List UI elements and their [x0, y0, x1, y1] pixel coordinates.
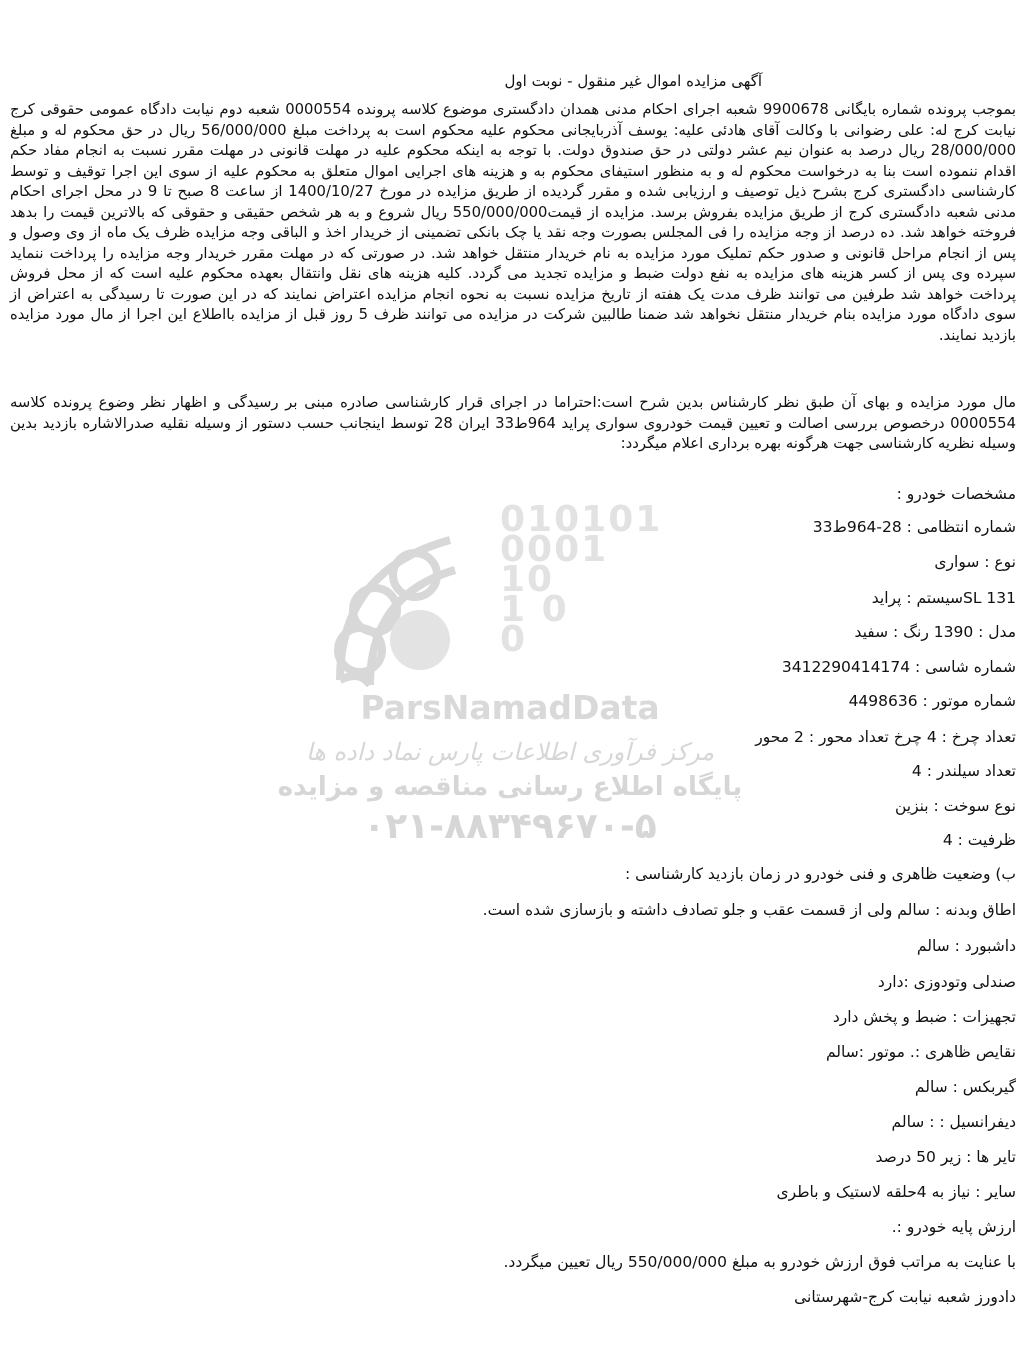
notice-title: آگهی مزایده اموال غیر منقول - نوبت اول [504, 72, 762, 90]
base-value-heading: ارزش پایه خودرو :. [891, 1218, 1016, 1236]
equipment-line: تجهیزات : ضبط و پخش دارد [832, 1008, 1016, 1026]
wheels-axles-line: تعداد چرخ : 4 چرخ تعداد محور : 2 محور [755, 728, 1016, 746]
paragraph-main: بموجب پرونده شماره بایگانی 9900678 شعبه اجرای احکام مدنی همدان دادگستری موضوع کلاسه پرونده 0000554 شعبه دوم نیابت دادگاه عمومی حقوقی کرج نیابت کرج له: علی رضوانی با وکالت آقای هادئی علیه: یوسف آذربایجانی محکوم علیه محکوم است به پرداخت مبلغ 56/000/000 ریال در حق محکوم له و مبلغ 28/000/000 ریال درصد به عنوان نیم عشر دولتی در حق صندوق دولت. با توجه به اینکه محکوم علیه در مهلت قانونی در مهلت مقرر نسبت به انجام مفاد حکم اقدام ننموده است بنا به درخواست محکوم له و به منظور استیفای محکوم به و هزینه های اجرایی اموال متعلق به محکوم علیه از سوی این اجرا توقیف و توسط کارشناسی دادگستری کرج بشرح ذیل توصیف و ارزیابی شده و مقرر گردیده از طریق مزایده در مورخ 1400/10/27 از ساعت 8 صبح تا 9 در محل اجرای احکام مدنی شعبه دادگستری کرج از طریق مزایده بفروش برسد. مزایده از قیمت550/000/000 ریال شروع و به هر شخص حقیقی و حقوقی که بالاترین قیمت را بدهد فروخته خواهد شد. ده درصد از وجه مزایده را فی المجلس بصورت وجه نقد یا چک بانکی تضمینی از خریدار اخذ و الباقی وجه مزایده ظرف یک ماه از وی وصول و پس از انجام مراحل قانونی و صدور حکم تملیک مورد مزایده به نام خریدار منتقل خواهد شد. در صورتی که در مهلت مقرر خریدار وجه مزایده را پرداخت ننماید سپرده وی پس از کسر هزینه های مزایده به نفع دولت ضبط و مزایده تجدید می گردد. کلیه هزینه های نقل وانتقال بعهده محکوم علیه است که از محل فروش پرداخت خواهد شد طرفین می توانند ظرف مدت یک هفته از تاریخ مزایده نسبت به نحوه انجام مزایده اعتراض نمایند که در این صورت تا رسیدگی به اعتراض از سوی دادگاه مورد مزایده بنام خریدار منتقل نخواهد شد ضمنا طالبین شرکت در مزایده می توانند ظرف 5 روز قبل از مزایده بااطلاع این اجرا از مال مورد مزایده بازدید نمایند. [10, 101, 1017, 344]
vehicle-spec-heading: مشخصات خودرو : [896, 485, 1016, 503]
capacity-line: ظرفیت : 4 [942, 831, 1016, 849]
watermark-digit-row: 0 [500, 619, 528, 660]
watermark-digits [500, 499, 700, 660]
other-needs-line: سایر : نیاز به 4حلقه لاستیک و باطری [776, 1183, 1016, 1201]
chassis-number-line: شماره شاسی : 3412290414174 [781, 658, 1016, 676]
watermark-digit-row: 10 [500, 559, 555, 600]
paragraph-expert: مال مورد مزایده و بهای آن طبق نظر کارشناس بدین شرح است:احتراما در اجرای قرار کارشناسی صادره مبنی بر رسیدگی و اظهار نظر وضوع پرونده کلاسه 0000554 درخصوص بررسی اصالت و تعیین قیمت خودروی سواری پراید 964ط33 ایران 28 توسط اینجانب حسب دستور از وسیله نقلیه صدرالاشاره بازدید بدین وسیله نظریه کارشناسی جهت هرگونه بهره برداری اعلام میگردد: [10, 394, 1017, 452]
watermark-line-1: مرکز فرآوری اطلاعات پارس نماد داده ها [305, 738, 715, 766]
gearbox-line: گیربکس : سالم [914, 1078, 1016, 1096]
watermark-line-2: پایگاه اطلاع رسانی مناقصه و مزایده [277, 772, 743, 802]
dashboard-line: داشبورد : سالم [916, 937, 1016, 955]
differential-line: دیفرانسیل : : سالم [891, 1113, 1016, 1131]
plate-number-line: شماره انتظامی : 28-964ط33 [812, 518, 1016, 536]
system-line: 131 SLسیستم : پراید [871, 589, 1016, 607]
defects-engine-line: نقایص ظاهری :. موتور :سالم [825, 1043, 1016, 1061]
model-color-line: مدل : 1390 رنگ : سفید [854, 623, 1016, 641]
body-condition-line: اطاق وبدنه : سالم ولی از قسمت عقب و جلو تصادف داشته و بازسازی شده است. [482, 901, 1016, 919]
watermark-digit-row: 0001 [500, 529, 609, 570]
seats-line: صندلی وتودوزی :دارد [877, 973, 1016, 991]
watermark-digit-row: 010101 [500, 499, 663, 540]
watermark-brand: ParsNamadData [360, 688, 660, 727]
fuel-type-line: نوع سوخت : بنزین [894, 797, 1016, 815]
engine-number-line: شماره موتور : 4498636 [848, 692, 1016, 710]
condition-heading: ب) وضعیت ظاهری و فنی خودرو در زمان بازدید کارشناسی : [624, 865, 1016, 883]
signature-line: دادورز شعبه نیابت کرج-شهرستانی [794, 1288, 1016, 1306]
tires-line: تایر ها : زیر 50 درصد [875, 1148, 1016, 1166]
valuation-line: با عنایت به مراتب فوق ارزش خودرو به مبلغ 550/000/000 ریال تعیین میگردد. [503, 1253, 1016, 1271]
cylinders-line: تعداد سیلندر : 4 [911, 762, 1016, 780]
watermark-digit-row: 1 0 [500, 589, 569, 630]
vehicle-type-line: نوع : سواری [934, 553, 1016, 571]
watermark-phone: ۰۲۱-۸۸۳۴۹۶۷۰-۵ [363, 806, 657, 847]
